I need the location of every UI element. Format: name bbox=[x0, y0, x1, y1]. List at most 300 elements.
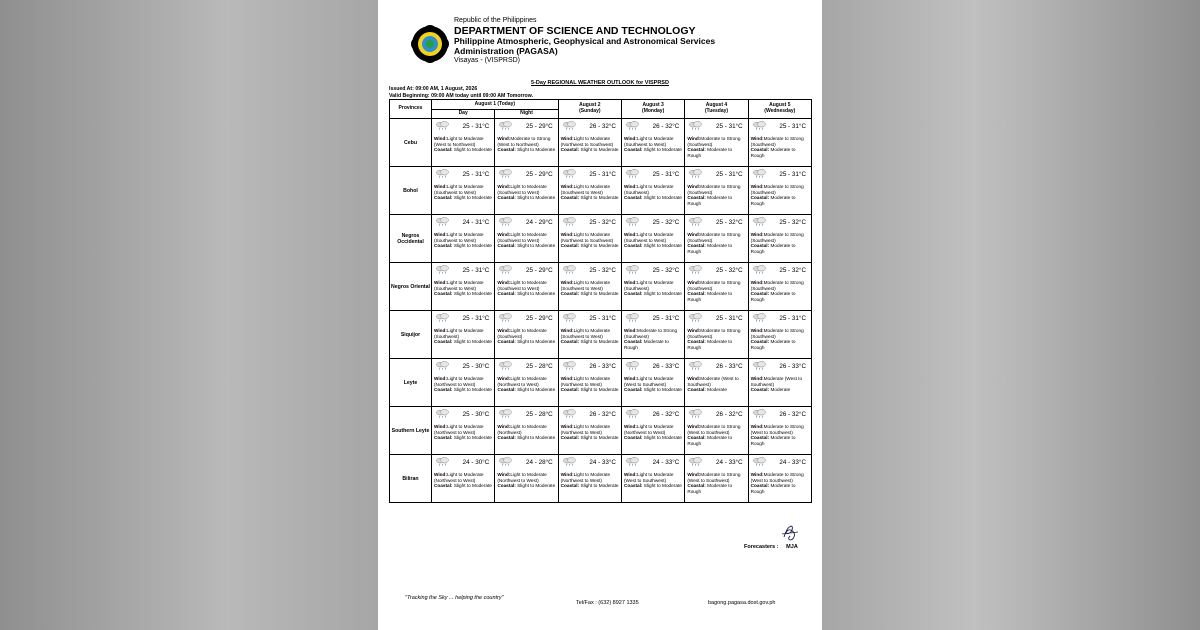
rain-cloud-icon bbox=[625, 169, 640, 178]
backdrop-right bbox=[822, 0, 1200, 630]
rain-cloud-icon bbox=[562, 265, 577, 274]
coastal-value: Slight to Moderate bbox=[580, 339, 619, 344]
temperature-range: 26 - 32°C bbox=[589, 411, 616, 418]
forecast-description bbox=[434, 184, 493, 201]
coastal-value: Slight to Moderate bbox=[517, 195, 556, 200]
coastal-label: Coastal: bbox=[623, 435, 643, 440]
wind-label: Wind: bbox=[434, 424, 447, 429]
coastal-label: Coastal: bbox=[560, 435, 580, 440]
coastal-label: Coastal: bbox=[750, 147, 770, 152]
wind-value: Moderate to Strong (Southwest) bbox=[687, 328, 741, 339]
wind-value: Moderate to Strong (Southwest) bbox=[750, 232, 804, 243]
wind-label: Wind: bbox=[434, 328, 447, 333]
wind-value: Light to Moderate (Northwest to West) bbox=[497, 376, 547, 387]
wind-label: Wind: bbox=[687, 232, 701, 237]
wind-label: Wind: bbox=[750, 328, 764, 333]
rain-cloud-icon bbox=[752, 361, 767, 370]
wind-label: Wind: bbox=[687, 328, 701, 333]
valid-beginning: Valid Beginning: 09:00 AM today until 09:00 AM Tomorrow. bbox=[389, 92, 534, 99]
coastal-label: Coastal: bbox=[750, 483, 770, 488]
forecast-cell bbox=[495, 263, 558, 311]
forecast-description bbox=[751, 376, 810, 393]
rain-cloud-icon bbox=[498, 121, 513, 130]
temperature-range: 24 - 33°C bbox=[589, 459, 616, 466]
wind-label: Wind: bbox=[434, 232, 447, 237]
wind-value: Light to Moderate (Northwest to West) bbox=[560, 424, 611, 435]
wind-value: Moderate to Strong (Southwest) bbox=[623, 328, 678, 339]
forecast-description bbox=[561, 376, 620, 393]
temperature-range: 26 - 32°C bbox=[589, 123, 616, 130]
wind-label: Wind: bbox=[560, 136, 574, 141]
coastal-label: Coastal: bbox=[434, 147, 453, 152]
coastal-label: Coastal: bbox=[560, 339, 580, 344]
pagasa-logo-icon bbox=[404, 18, 456, 70]
forecast-description bbox=[751, 424, 810, 446]
rain-cloud-icon bbox=[562, 457, 577, 466]
temperature-range: 24 - 29°C bbox=[525, 219, 553, 226]
issue-info bbox=[389, 86, 533, 100]
coastal-value: Slight to Moderate bbox=[517, 339, 556, 344]
coastal-value: Moderate to Rough bbox=[687, 291, 733, 302]
temperature-range: 26 - 32°C bbox=[715, 411, 743, 418]
forecast-cell bbox=[558, 263, 621, 311]
wind-value: Light to Moderate (Northwest to West) bbox=[623, 424, 674, 435]
temperature-range: 24 - 33°C bbox=[715, 459, 743, 466]
temperature-range: 25 - 32°C bbox=[652, 267, 680, 274]
rain-cloud-icon bbox=[625, 457, 640, 466]
forecast-description bbox=[497, 136, 556, 153]
table-row bbox=[390, 215, 812, 263]
wind-label: Wind: bbox=[497, 472, 511, 477]
wind-label: Wind: bbox=[497, 328, 511, 333]
temperature-range: 26 - 33°C bbox=[715, 363, 743, 370]
coastal-label: Coastal: bbox=[434, 243, 453, 248]
forecast-cell bbox=[621, 167, 684, 215]
rain-cloud-icon bbox=[752, 409, 767, 418]
rain-cloud-icon bbox=[752, 313, 767, 322]
provinces-header: Provinces bbox=[390, 100, 432, 119]
temperature-range: 25 - 31°C bbox=[652, 171, 680, 178]
rain-cloud-icon bbox=[562, 121, 577, 130]
coastal-value: Moderate to Rough bbox=[750, 291, 796, 302]
footer-telfax: Tel/Fax : (632) 8927 1335 bbox=[576, 600, 639, 606]
coastal-value: Slight to Moderate bbox=[453, 483, 492, 488]
temperature-range: 25 - 32°C bbox=[589, 219, 616, 226]
forecast-cell bbox=[685, 311, 748, 359]
temperature-range: 24 - 30°C bbox=[462, 459, 490, 466]
rain-cloud-icon bbox=[688, 457, 703, 466]
forecast-description bbox=[751, 280, 810, 302]
coastal-label: Coastal: bbox=[687, 195, 706, 200]
rain-cloud-icon bbox=[752, 457, 767, 466]
coastal-label: Coastal: bbox=[560, 195, 580, 200]
wind-label: Wind: bbox=[623, 232, 637, 237]
wind-label: Wind: bbox=[560, 424, 574, 429]
wind-label: Wind: bbox=[560, 184, 574, 189]
temperature-range: 25 - 31°C bbox=[715, 315, 743, 322]
coastal-value: Moderate to Rough bbox=[687, 483, 733, 494]
republic-line: Republic of the Philippines bbox=[454, 17, 537, 24]
province-name: Siquijor bbox=[390, 311, 432, 359]
wind-label: Wind: bbox=[560, 472, 574, 477]
temperature-range: 25 - 31°C bbox=[652, 315, 680, 322]
day-header: August 4 (Tuesday) bbox=[685, 100, 748, 119]
forecast-description bbox=[497, 184, 556, 201]
wind-label: Wind: bbox=[687, 424, 701, 429]
agency-header bbox=[454, 17, 814, 65]
coastal-value: Moderate to Rough bbox=[687, 243, 733, 254]
wind-label: Wind: bbox=[623, 424, 637, 429]
forecast-cell bbox=[685, 455, 748, 503]
coastal-label: Coastal: bbox=[434, 483, 453, 488]
wind-value: Light to Moderate (Southwest to West) bbox=[623, 136, 674, 147]
wind-label: Wind: bbox=[560, 280, 574, 285]
temperature-range: 26 - 33°C bbox=[779, 363, 806, 370]
wind-label: Wind: bbox=[687, 376, 701, 381]
forecast-cell bbox=[495, 407, 558, 455]
forecast-cell bbox=[685, 167, 748, 215]
coastal-value: Slight to Moderate bbox=[453, 147, 492, 152]
wind-label: Wind: bbox=[560, 328, 574, 333]
wind-value: Light to Moderate (Northwest to West) bbox=[497, 472, 547, 483]
table-row bbox=[390, 263, 812, 311]
rain-cloud-icon bbox=[625, 217, 640, 226]
coastal-value: Slight to Moderate bbox=[643, 147, 682, 152]
coastal-label: Coastal: bbox=[560, 291, 580, 296]
temperature-range: 25 - 31°C bbox=[779, 171, 806, 178]
wind-value: Moderate to Strong (Southwest) bbox=[750, 328, 804, 339]
wind-label: Wind: bbox=[687, 472, 701, 477]
wind-value: Moderate to Strong (Southwest) bbox=[687, 232, 741, 243]
coastal-value: Moderate to Rough bbox=[750, 435, 796, 446]
coastal-value: Slight to Moderate bbox=[517, 243, 556, 248]
wind-label: Wind: bbox=[750, 184, 764, 189]
forecast-cell bbox=[621, 119, 684, 167]
wind-value: Moderate to Strong (Southwest) bbox=[750, 136, 804, 147]
forecast-cell bbox=[432, 455, 495, 503]
coastal-label: Coastal: bbox=[623, 147, 643, 152]
forecast-description bbox=[434, 472, 493, 489]
forecast-cell bbox=[558, 119, 621, 167]
wind-value: Light to Moderate (Southwest to West) bbox=[560, 328, 611, 339]
coastal-value: Slight to Moderate bbox=[453, 339, 492, 344]
coastal-value: Slight to Moderate bbox=[580, 147, 619, 152]
rain-cloud-icon bbox=[562, 169, 577, 178]
wind-label: Wind: bbox=[623, 136, 637, 141]
rain-cloud-icon bbox=[752, 217, 767, 226]
wind-value: Light to Moderate (Southwest to West) bbox=[434, 280, 484, 291]
temperature-range: 25 - 31°C bbox=[462, 123, 490, 130]
coastal-label: Coastal: bbox=[434, 195, 453, 200]
temperature-range: 25 - 32°C bbox=[715, 219, 743, 226]
agency-name-line1: Philippine Atmospheric, Geophysical and Astronomical Services bbox=[454, 36, 716, 47]
coastal-value: Slight to Moderate bbox=[517, 147, 556, 152]
rain-cloud-icon bbox=[688, 361, 703, 370]
forecast-description bbox=[561, 232, 620, 249]
wind-value: Light to Moderate (Southwest) bbox=[623, 280, 674, 291]
forecast-description bbox=[561, 280, 620, 297]
coastal-value: Slight to Moderate bbox=[643, 291, 682, 296]
forecast-cell bbox=[558, 215, 621, 263]
agency-name-line2: Administration (PAGASA) bbox=[454, 45, 558, 56]
forecast-cell bbox=[685, 215, 748, 263]
rain-cloud-icon bbox=[498, 361, 513, 370]
temperature-range: 26 - 33°C bbox=[589, 363, 616, 370]
rain-cloud-icon bbox=[688, 217, 703, 226]
forecast-description bbox=[497, 280, 556, 297]
table-row bbox=[390, 359, 812, 407]
table-row bbox=[390, 167, 812, 215]
coastal-value: Moderate to Rough bbox=[687, 195, 733, 206]
coastal-value: Slight to Moderate bbox=[517, 291, 556, 296]
wind-value: Light to Moderate (Northwest to West) bbox=[434, 376, 484, 387]
forecast-cell bbox=[685, 407, 748, 455]
forecast-description bbox=[561, 472, 620, 489]
forecast-cell bbox=[432, 407, 495, 455]
wind-value: Light to Moderate (Southwest to West) bbox=[434, 232, 484, 243]
rain-cloud-icon bbox=[435, 265, 450, 274]
wind-label: Wind: bbox=[623, 376, 637, 381]
coastal-label: Coastal: bbox=[687, 243, 706, 248]
wind-label: Wind: bbox=[623, 184, 637, 189]
temperature-range: 25 - 32°C bbox=[779, 219, 806, 226]
temperature-range: 25 - 31°C bbox=[779, 315, 806, 322]
coastal-value: Slight to Moderate bbox=[580, 291, 619, 296]
wind-label: Wind: bbox=[497, 424, 511, 429]
footer-tagline: "Tracking the Sky ... helping the country" bbox=[405, 595, 504, 601]
coastal-label: Coastal: bbox=[560, 483, 580, 488]
province-name: Bohol bbox=[390, 167, 432, 215]
forecast-description bbox=[751, 328, 810, 350]
wind-value: Moderate to Strong (Southwest) bbox=[687, 184, 741, 195]
wind-value: Light to Moderate (Southwest to West) bbox=[497, 280, 547, 291]
wind-value: Light to Moderate (Southwest to West) bbox=[560, 280, 611, 291]
forecast-cell bbox=[685, 119, 748, 167]
forecasters-line: Forecasters : MJA bbox=[744, 544, 798, 550]
rain-cloud-icon bbox=[688, 121, 703, 130]
wind-label: Wind: bbox=[750, 232, 764, 237]
forecast-description bbox=[624, 424, 683, 441]
forecast-cell bbox=[621, 359, 684, 407]
coastal-value: Slight to Moderate bbox=[580, 195, 619, 200]
wind-value: Light to Moderate (Northwest) bbox=[497, 424, 547, 435]
wind-value: Moderate to Strong (West to Southwest) bbox=[750, 424, 804, 435]
coastal-label: Coastal: bbox=[687, 339, 706, 344]
coastal-value: Slight to Moderate bbox=[643, 435, 682, 440]
forecast-description bbox=[434, 328, 493, 345]
forecast-cell bbox=[621, 311, 684, 359]
coastal-label: Coastal: bbox=[623, 195, 643, 200]
forecast-cell bbox=[495, 455, 558, 503]
forecast-cell bbox=[495, 359, 558, 407]
forecast-cell bbox=[748, 311, 811, 359]
temperature-range: 25 - 31°C bbox=[589, 171, 616, 178]
wind-value: Moderate to Strong (Southwest) bbox=[750, 184, 804, 195]
wind-label: Wind: bbox=[750, 472, 764, 477]
wind-label: Wind: bbox=[434, 184, 447, 189]
rain-cloud-icon bbox=[498, 409, 513, 418]
province-name: Leyte bbox=[390, 359, 432, 407]
temperature-range: 25 - 31°C bbox=[589, 315, 616, 322]
rain-cloud-icon bbox=[562, 217, 577, 226]
forecast-description bbox=[624, 184, 683, 201]
wind-label: Wind: bbox=[434, 280, 447, 285]
coastal-value: Moderate to Rough bbox=[750, 339, 796, 350]
forecast-rows bbox=[390, 119, 812, 503]
rain-cloud-icon bbox=[625, 361, 640, 370]
coastal-label: Coastal: bbox=[750, 243, 770, 248]
wind-value: Light to Moderate (West to Northwest) bbox=[434, 136, 484, 147]
wind-value: Light to Moderate (Southwest to West) bbox=[560, 184, 611, 195]
forecast-description bbox=[434, 280, 493, 297]
forecast-cell bbox=[432, 167, 495, 215]
wind-label: Wind: bbox=[750, 376, 764, 381]
temperature-range: 25 - 28°C bbox=[525, 411, 553, 418]
wind-value: Light to Moderate (Southwest) bbox=[623, 184, 674, 195]
temperature-range: 24 - 33°C bbox=[652, 459, 680, 466]
wind-value: Moderate to Strong (West to Northwest) bbox=[497, 136, 551, 147]
rain-cloud-icon bbox=[625, 265, 640, 274]
wind-value: Light to Moderate (Southwest to West) bbox=[623, 232, 674, 243]
wind-value: Light to Moderate (Northwest to West) bbox=[560, 376, 611, 387]
wind-value: Light to Moderate (Northwest to Southwest) bbox=[560, 232, 614, 243]
forecast-description bbox=[497, 232, 556, 249]
wind-value: Moderate (West to Southwest) bbox=[687, 376, 739, 387]
forecast-cell bbox=[685, 263, 748, 311]
coastal-value: Moderate to Rough bbox=[687, 147, 733, 158]
rain-cloud-icon bbox=[752, 121, 767, 130]
forecast-description bbox=[561, 136, 620, 153]
temperature-range: 25 - 31°C bbox=[715, 123, 743, 130]
forecast-description bbox=[434, 232, 493, 249]
forecast-cell bbox=[621, 455, 684, 503]
forecast-cell bbox=[558, 455, 621, 503]
coastal-label: Coastal: bbox=[497, 387, 516, 392]
forecast-description bbox=[624, 328, 683, 350]
wind-label: Wind: bbox=[434, 136, 447, 141]
rain-cloud-icon bbox=[625, 409, 640, 418]
coastal-label: Coastal: bbox=[497, 435, 516, 440]
wind-value: Moderate to Strong (West to Southwest) bbox=[687, 472, 741, 483]
wind-label: Wind: bbox=[497, 376, 511, 381]
forecast-cell bbox=[558, 359, 621, 407]
coastal-value: Slight to Moderate bbox=[643, 483, 682, 488]
temperature-range: 25 - 32°C bbox=[715, 267, 743, 274]
forecast-cell bbox=[748, 119, 811, 167]
coastal-label: Coastal: bbox=[497, 147, 516, 152]
wind-label: Wind: bbox=[560, 376, 574, 381]
temperature-range: 25 - 32°C bbox=[652, 219, 680, 226]
temperature-range: 25 - 31°C bbox=[462, 267, 490, 274]
rain-cloud-icon bbox=[688, 169, 703, 178]
forecast-description bbox=[687, 472, 746, 494]
temperature-range: 24 - 31°C bbox=[462, 219, 490, 226]
night-subheader: Night bbox=[495, 110, 558, 119]
coastal-value: Slight to Moderate bbox=[580, 387, 619, 392]
forecast-description bbox=[687, 328, 746, 350]
rain-cloud-icon bbox=[435, 361, 450, 370]
table-row bbox=[390, 311, 812, 359]
wind-value: Light to Moderate (Northwest to Southwest) bbox=[560, 136, 614, 147]
temperature-range: 25 - 28°C bbox=[525, 363, 553, 370]
temperature-range: 25 - 29°C bbox=[525, 171, 553, 178]
coastal-value: Slight to Moderate bbox=[517, 435, 556, 440]
rain-cloud-icon bbox=[498, 457, 513, 466]
rain-cloud-icon bbox=[435, 313, 450, 322]
province-name: Negros Occidental bbox=[390, 215, 432, 263]
coastal-value: Moderate to Rough bbox=[687, 435, 733, 446]
rain-cloud-icon bbox=[435, 217, 450, 226]
forecast-description bbox=[687, 232, 746, 254]
forecast-cell bbox=[685, 359, 748, 407]
forecast-cell bbox=[748, 455, 811, 503]
coastal-label: Coastal: bbox=[497, 291, 516, 296]
coastal-label: Coastal: bbox=[687, 147, 706, 152]
temperature-range: 26 - 32°C bbox=[652, 123, 680, 130]
coastal-value: Moderate to Rough bbox=[750, 483, 796, 494]
forecast-description bbox=[434, 376, 493, 393]
outlook-title: 5-Day REGIONAL WEATHER OUTLOOK for VISPRSD bbox=[531, 80, 669, 86]
rain-cloud-icon bbox=[688, 265, 703, 274]
coastal-label: Coastal: bbox=[434, 291, 453, 296]
coastal-value: Moderate to Rough bbox=[623, 339, 669, 350]
forecast-description bbox=[624, 472, 683, 489]
issued-at: Issued At: 09:00 AM, 1 August, 2026 bbox=[389, 86, 478, 92]
forecast-description bbox=[434, 424, 493, 441]
coastal-label: Coastal: bbox=[560, 147, 580, 152]
coastal-value: Slight to Moderate bbox=[643, 387, 682, 392]
rain-cloud-icon bbox=[752, 265, 767, 274]
wind-label: Wind: bbox=[750, 136, 764, 141]
coastal-label: Coastal: bbox=[623, 339, 643, 344]
forecast-cell bbox=[621, 215, 684, 263]
day-subheader: Day bbox=[432, 110, 495, 119]
wind-value: Light to Moderate (Northwest to West) bbox=[560, 472, 611, 483]
forecast-description bbox=[687, 184, 746, 206]
wind-value: Light to Moderate (Southwest to West) bbox=[497, 184, 547, 195]
wind-value: Light to Moderate (West to Southwest) bbox=[623, 472, 674, 483]
temperature-range: 25 - 31°C bbox=[462, 171, 490, 178]
forecast-description bbox=[561, 328, 620, 345]
forecast-description bbox=[497, 424, 556, 441]
wind-label: Wind: bbox=[497, 232, 511, 237]
wind-value: Light to Moderate (Southwest) bbox=[434, 328, 484, 339]
table-row bbox=[390, 455, 812, 503]
coastal-label: Coastal: bbox=[623, 291, 643, 296]
forecast-cell bbox=[495, 119, 558, 167]
forecast-cell bbox=[432, 359, 495, 407]
forecast-cell bbox=[748, 167, 811, 215]
forecast-description bbox=[624, 280, 683, 297]
coastal-value: Slight to Moderate bbox=[643, 243, 682, 248]
coastal-label: Coastal: bbox=[434, 435, 453, 440]
forecast-cell bbox=[748, 215, 811, 263]
wind-value: Moderate (West to Southwest) bbox=[750, 376, 803, 387]
coastal-label: Coastal: bbox=[560, 387, 580, 392]
forecast-description bbox=[751, 232, 810, 254]
day-header: August 2 (Sunday) bbox=[558, 100, 621, 119]
wind-label: Wind: bbox=[750, 424, 764, 429]
coastal-label: Coastal: bbox=[560, 243, 580, 248]
province-name: Biliran bbox=[390, 455, 432, 503]
forecast-cell bbox=[432, 215, 495, 263]
temperature-range: 25 - 31°C bbox=[715, 171, 743, 178]
coastal-label: Coastal: bbox=[750, 195, 770, 200]
forecast-description bbox=[751, 184, 810, 206]
forecast-description bbox=[497, 328, 556, 345]
coastal-value: Moderate to Rough bbox=[750, 147, 796, 158]
temperature-range: 26 - 32°C bbox=[652, 411, 680, 418]
